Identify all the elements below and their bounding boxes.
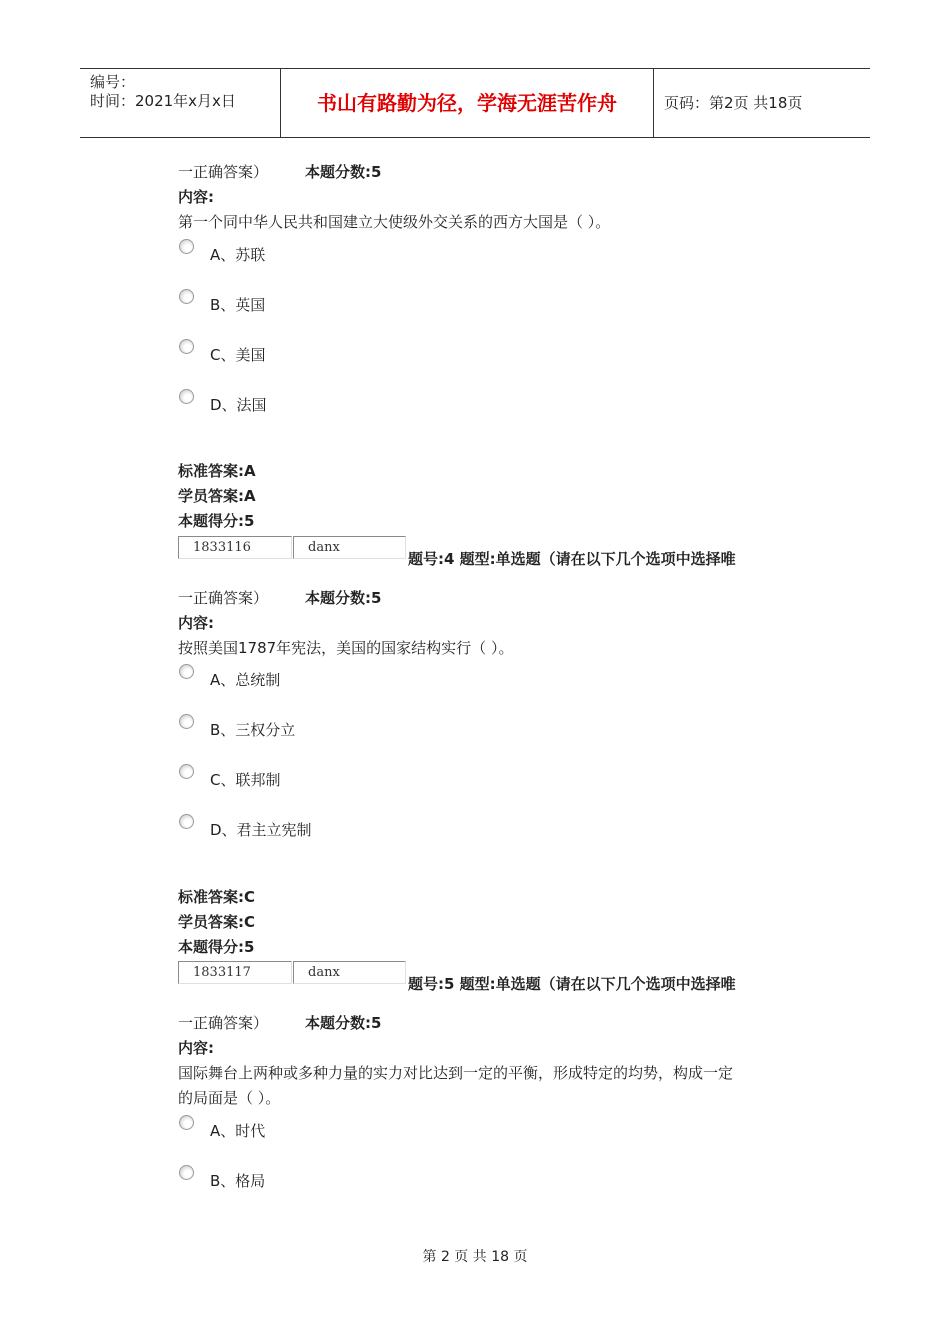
option-a-label: A、苏联: [210, 246, 266, 264]
time-label: 时间：2021年x月x日: [90, 92, 236, 110]
header-motto: 书山有路勤为径，学海无涯苦作舟: [281, 69, 654, 137]
question-content-line2: 的局面是（ ）。: [178, 1089, 281, 1107]
option-d-label: D、法国: [210, 396, 267, 414]
content-label: 内容:: [178, 614, 214, 632]
content-label: 内容:: [178, 188, 214, 206]
page-header: [80, 68, 870, 138]
option-b-label: B、格局: [210, 1172, 266, 1190]
question-type-tail: 一正确答案）: [178, 1014, 269, 1032]
question-id-field: 1833117: [178, 961, 292, 984]
question-type-tail: 一正确答案）: [178, 163, 269, 181]
question-score: 本题分数:5: [305, 163, 382, 181]
option-b-label: B、英国: [210, 296, 266, 314]
question-header: 题号:4 题型:单选题（请在以下几个选项中选择唯: [408, 550, 736, 568]
radio-option-a[interactable]: [179, 1115, 194, 1130]
page-footer: 第 2 页 共 18 页: [422, 1249, 528, 1265]
radio-option-c[interactable]: [179, 764, 194, 779]
option-c-label: C、联邦制: [210, 771, 281, 789]
option-b-label: B、三权分立: [210, 721, 296, 739]
radio-option-a[interactable]: [179, 239, 194, 254]
number-label: 编号：: [90, 73, 136, 91]
question-type-tail: 一正确答案）: [178, 589, 269, 607]
question-score: 本题分数:5: [305, 589, 382, 607]
question-id-field: 1833116: [178, 536, 292, 559]
student-answer: 学员答案:C: [178, 913, 256, 931]
radio-option-d[interactable]: [179, 814, 194, 829]
header-page-code: 页码：第2页 共18页: [664, 94, 803, 112]
radio-option-b[interactable]: [179, 1165, 194, 1180]
header-meta: [80, 69, 281, 137]
radio-option-b[interactable]: [179, 289, 194, 304]
question-content: 按照美国1787年宪法，美国的国家结构实行（ ）。: [178, 639, 514, 657]
option-c-label: C、美国: [210, 346, 266, 364]
standard-answer: 标准答案:C: [178, 888, 256, 906]
student-answer: 学员答案:A: [178, 487, 256, 505]
question-content-line1: 国际舞台上两种或多种力量的实力对比达到一定的平衡，形成特定的均势，构成一定: [178, 1064, 734, 1082]
question-content: 第一个同中华人民共和国建立大使级外交关系的西方大国是（ ）。: [178, 213, 611, 231]
radio-option-a[interactable]: [179, 664, 194, 679]
option-a-label: A、时代: [210, 1122, 266, 1140]
option-d-label: D、君主立宪制: [210, 821, 312, 839]
standard-answer: 标准答案:A: [178, 462, 256, 480]
radio-option-c[interactable]: [179, 339, 194, 354]
earned-score: 本题得分:5: [178, 512, 255, 530]
earned-score: 本题得分:5: [178, 938, 255, 956]
option-a-label: A、总统制: [210, 671, 281, 689]
question-code-field: danx: [293, 961, 406, 984]
question-header: 题号:5 题型:单选题（请在以下几个选项中选择唯: [408, 975, 736, 993]
radio-option-d[interactable]: [179, 389, 194, 404]
question-score: 本题分数:5: [305, 1014, 382, 1032]
question-code-field: danx: [293, 536, 406, 559]
radio-option-b[interactable]: [179, 714, 194, 729]
content-label: 内容:: [178, 1039, 214, 1057]
